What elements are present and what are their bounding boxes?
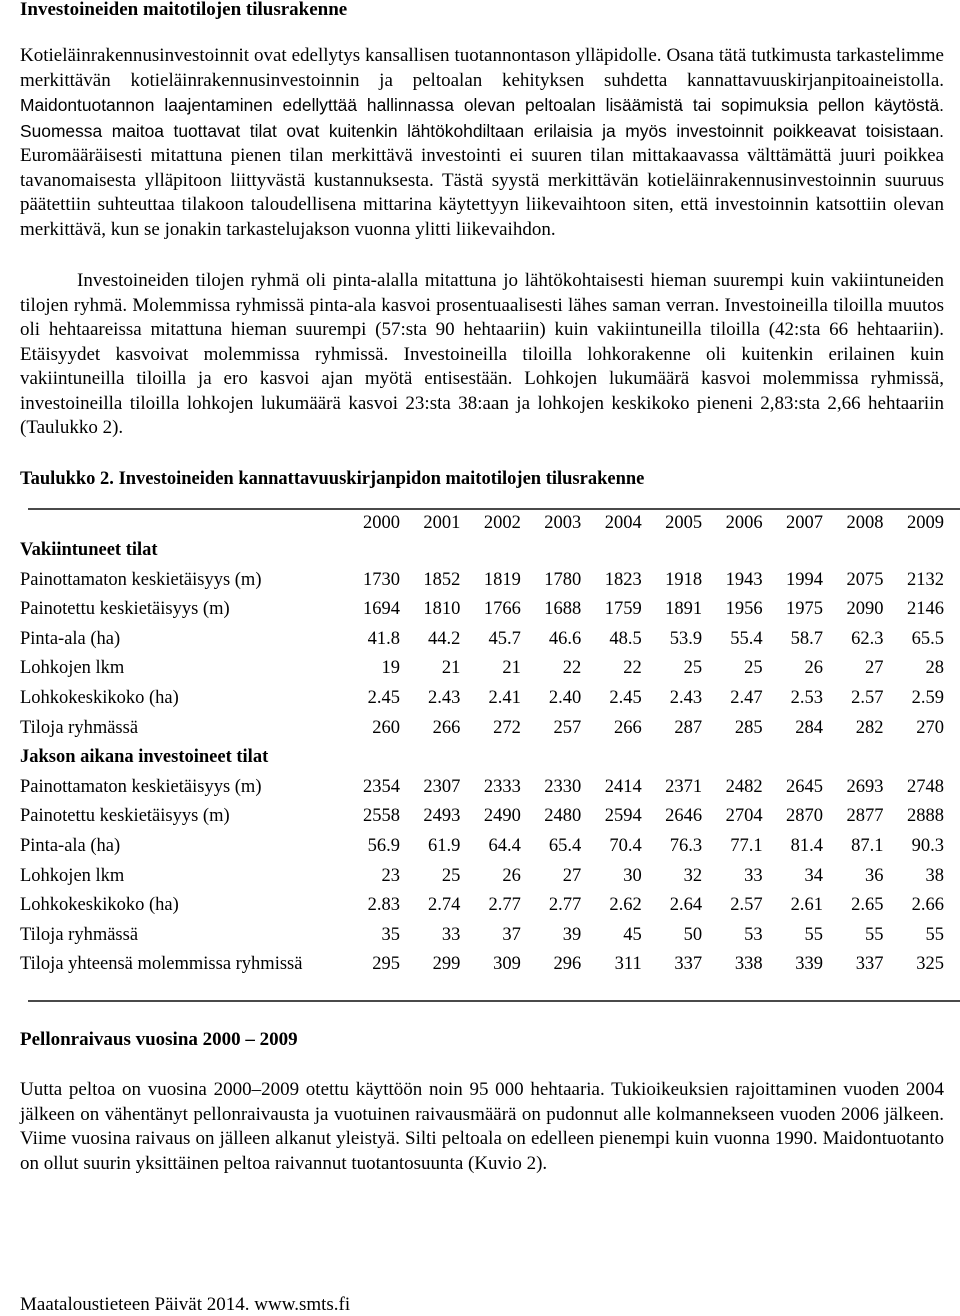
row-label: Painotettu keskietäisyys (m) bbox=[20, 806, 230, 827]
cell-value: 2.43 bbox=[428, 687, 461, 708]
cell-value: 21 bbox=[502, 658, 521, 679]
row-label: Painotettu keskietäisyys (m) bbox=[20, 599, 230, 620]
cell-value: 2693 bbox=[846, 776, 884, 797]
cell-value: 2870 bbox=[786, 806, 824, 827]
cell-value: 1918 bbox=[665, 569, 703, 590]
cell-value: 2.64 bbox=[669, 895, 703, 916]
cell-value: 1766 bbox=[483, 599, 521, 620]
cell-value: 28 bbox=[925, 658, 944, 679]
group-header-row bbox=[20, 743, 944, 773]
cell-value: 2594 bbox=[604, 806, 642, 827]
cell-value: 2075 bbox=[846, 569, 884, 590]
cell-value: 2490 bbox=[483, 806, 521, 827]
section-title: Investoineiden maitotilojen tilusrakenne bbox=[20, 0, 348, 20]
paragraph-results: Investoineiden tilojen ryhmä oli pinta-alalla mitattuna jo lähtökohtaisesti hieman suurempi kuin vakiintuneiden tilojen ryhmä. Molemmissa ryhmissä pinta-ala kasvoi prosentuaalisesti lähes saman verran. Investoineilla tiloilla muutos oli hehtaareissa mitattuna hieman suurempi (57:sta 90 hehtaariin) kuin vakiintuneilla tiloilla (42:sta 66 hehtaariin). Etäisyydet kasvoivat molemmissa ryhmissä. Investoineilla tiloilla lohkorakenne oli kuitenkin erilainen kuin vakiintuneilla tiloilla ja ero kasvoi ajan myötä entisestään. Lohkojen lukumäärä kasvoi molemmissa ryhmissä, investoineilla tiloilla lohkojen lukumäärä kasvoi 23:sta 38:aan ja lohkojen keskikoko pieneni 2,83:sta 2,66 hehtaariin (Taulukko 2). bbox=[20, 270, 944, 438]
cell-value: 2.57 bbox=[851, 687, 884, 708]
cell-value: 32 bbox=[683, 865, 703, 886]
cell-value: 272 bbox=[493, 717, 521, 738]
year-header: 2002 bbox=[483, 513, 521, 533]
cell-value: 2482 bbox=[725, 776, 763, 797]
cell-value: 337 bbox=[855, 954, 884, 975]
intro-sentence-2: Maidontuotannon laajentaminen edellyttää hallinnassa olevan peltoalan lisäämistä tai sopimuksia pellon käytöstä. Suomessa maitoa tuottavat tilat ovat kuitenkin lähtökohdiltaan erilaisia ja myös investoinnit poikkeavat toisistaan. bbox=[20, 95, 944, 141]
row-label: Pinta-ala (ha) bbox=[20, 628, 121, 649]
cell-value: 50 bbox=[683, 924, 703, 945]
cell-value: 44.2 bbox=[428, 628, 461, 649]
section2-title: Pellonraivaus vuosina 2000 – 2009 bbox=[20, 1029, 298, 1050]
cell-value: 53 bbox=[744, 924, 763, 945]
cell-value: 2888 bbox=[907, 806, 944, 827]
row-label: Painottamaton keskietäisyys (m) bbox=[20, 569, 262, 590]
cell-value: 2.45 bbox=[609, 687, 642, 708]
table-row bbox=[20, 862, 944, 892]
cell-value: 1730 bbox=[362, 569, 400, 590]
cell-value: 48.5 bbox=[609, 628, 642, 649]
cell-value: 2.41 bbox=[488, 687, 521, 708]
table-body bbox=[20, 536, 944, 980]
cell-value: 2.77 bbox=[488, 895, 521, 916]
cell-value: 81.4 bbox=[790, 835, 824, 856]
row-label: Tiloja ryhmässä bbox=[20, 924, 139, 945]
cell-value: 64.4 bbox=[488, 835, 521, 856]
cell-value: 1852 bbox=[423, 569, 461, 590]
cell-value: 296 bbox=[553, 954, 582, 975]
cell-value: 2748 bbox=[907, 776, 944, 797]
cell-value: 45 bbox=[623, 924, 642, 945]
cell-value: 56.9 bbox=[367, 835, 400, 856]
cell-value: 77.1 bbox=[730, 835, 763, 856]
cell-value: 295 bbox=[372, 954, 400, 975]
table-row bbox=[20, 802, 944, 832]
cell-value: 2307 bbox=[423, 776, 461, 797]
cell-value: 55 bbox=[804, 924, 824, 945]
cell-value: 1780 bbox=[544, 569, 582, 590]
cell-value: 55 bbox=[864, 924, 884, 945]
row-label: Pinta-ala (ha) bbox=[20, 835, 121, 856]
cell-value: 2.74 bbox=[428, 895, 461, 916]
intro-sentence-1: Kotieläinrakennusinvestoinnit ovat edellytys kansallisen tuotannontason ylläpidolle. Osana tätä tutkimusta tarkastelimme merkittävän kotieläinrakennusinvestoinnin ja peltoalan kehityksen suhdetta kannattavuuskirjanpitoaineistolla. bbox=[20, 45, 944, 91]
cell-value: 2493 bbox=[423, 806, 461, 827]
cell-value: 55 bbox=[925, 924, 944, 945]
cell-value: 25 bbox=[683, 658, 703, 679]
row-label: Tiloja yhteensä molemmissa ryhmissä bbox=[20, 954, 303, 975]
cell-value: 2.53 bbox=[790, 687, 824, 708]
year-header: 2005 bbox=[665, 513, 703, 533]
year-header: 2008 bbox=[846, 513, 884, 533]
cell-value: 1943 bbox=[725, 569, 763, 590]
paragraph-land-clearing: Uutta peltoa on vuosina 2000–2009 otettu käyttöön noin 95 000 hehtaaria. Tukioikeuksien rajoittaminen vuoden 2004 jälkeen on vähentänyt pellonraivausta ja vuotuinen raivausmäärä on pudonnut alle kolmannekseen vuoden 2006 jälkeen. Viime vuosina raivaus on jälleen alkanut yleistyä. Silti peltoala on edelleen pienempi kuin vuonna 1990. Maidontuotanto on ollut suurin yksittäinen peltoa raivannut tuotantosuunta (Kuvio 2). bbox=[20, 1079, 944, 1174]
cell-value: 2.65 bbox=[851, 895, 884, 916]
row-label: Lohkojen lkm bbox=[20, 658, 125, 679]
cell-value: 337 bbox=[674, 954, 703, 975]
year-header: 2006 bbox=[725, 513, 763, 533]
table-row bbox=[20, 595, 944, 625]
cell-value: 325 bbox=[916, 954, 944, 975]
cell-value: 2645 bbox=[786, 776, 824, 797]
cell-value: 41.8 bbox=[367, 628, 400, 649]
year-header: 2001 bbox=[423, 513, 461, 533]
table-total-row bbox=[20, 950, 944, 980]
cell-value: 26 bbox=[502, 865, 521, 886]
cell-value: 2.62 bbox=[609, 895, 642, 916]
cell-value: 39 bbox=[562, 924, 582, 945]
group-name: Vakiintuneet tilat bbox=[20, 540, 158, 560]
row-label: Lohkokeskikoko (ha) bbox=[20, 895, 179, 916]
table-row bbox=[20, 684, 944, 714]
cell-value: 22 bbox=[623, 658, 642, 679]
year-header: 2009 bbox=[907, 513, 944, 533]
cell-value: 19 bbox=[381, 658, 400, 679]
cell-value: 338 bbox=[734, 954, 763, 975]
cell-value: 76.3 bbox=[669, 835, 703, 856]
cell-value: 87.1 bbox=[851, 835, 884, 856]
cell-value: 2.66 bbox=[911, 895, 944, 916]
cell-value: 2.59 bbox=[911, 687, 944, 708]
table-stub-header bbox=[20, 510, 340, 536]
cell-value: 2646 bbox=[665, 806, 703, 827]
cell-value: 287 bbox=[674, 717, 703, 738]
cell-value: 23 bbox=[381, 865, 400, 886]
table-row bbox=[20, 625, 944, 655]
cell-value: 2.57 bbox=[730, 895, 763, 916]
year-header: 2000 bbox=[362, 513, 400, 533]
table-caption bbox=[20, 467, 644, 491]
table-row bbox=[20, 921, 944, 951]
cell-value: 2.45 bbox=[367, 687, 400, 708]
intro-sentence-3: Euromääräisesti mitattuna pienen tilan merkittävä investointi ei suuren tilan mittakaavassa välttämättä juuri poikkea tavanomaisesta ylläpitoon liittyvästä kustannuksesta. Tästä syystä merkittävän kotieläinrakennusinvestoinnin suuruus päätettiin suhteuttaa tilakoon taloudellisena mittarina käytettyyn liikevaihtoon siten, että investoinnin katsottiin olevan merkittävä, kun se jonakin tarkastelujakson vuonna ylitti liikevaihdon. bbox=[20, 145, 944, 240]
cell-value: 2877 bbox=[846, 806, 884, 827]
cell-value: 1810 bbox=[423, 599, 461, 620]
cell-value: 2558 bbox=[362, 806, 400, 827]
cell-value: 33 bbox=[441, 924, 461, 945]
cell-value: 282 bbox=[855, 717, 884, 738]
year-header: 2004 bbox=[604, 513, 642, 533]
cell-value: 2146 bbox=[907, 599, 944, 620]
page-footer: Maataloustieteen Päivät 2014. www.smts.fi bbox=[20, 1294, 351, 1315]
cell-value: 65.4 bbox=[548, 835, 582, 856]
cell-value: 1891 bbox=[665, 599, 703, 620]
cell-value: 65.5 bbox=[911, 628, 944, 649]
cell-value: 309 bbox=[493, 954, 521, 975]
cell-value: 257 bbox=[553, 717, 582, 738]
cell-value: 26 bbox=[804, 658, 824, 679]
cell-value: 58.7 bbox=[790, 628, 824, 649]
cell-value: 1819 bbox=[483, 569, 521, 590]
cell-value: 25 bbox=[744, 658, 763, 679]
cell-value: 2480 bbox=[544, 806, 582, 827]
cell-value: 2.47 bbox=[730, 687, 763, 708]
cell-value: 299 bbox=[432, 954, 461, 975]
cell-value: 30 bbox=[623, 865, 642, 886]
cell-value: 22 bbox=[562, 658, 582, 679]
cell-value: 2704 bbox=[725, 806, 763, 827]
cell-value: 55.4 bbox=[730, 628, 763, 649]
cell-value: 33 bbox=[744, 865, 763, 886]
cell-value: 2.40 bbox=[548, 687, 582, 708]
cell-value: 2.77 bbox=[548, 895, 582, 916]
cell-value: 339 bbox=[795, 954, 824, 975]
group-name: Jakson aikana investoineet tilat bbox=[20, 747, 269, 768]
row-label: Lohkokeskikoko (ha) bbox=[20, 687, 179, 708]
cell-value: 45.7 bbox=[488, 628, 521, 649]
cell-value: 2330 bbox=[544, 776, 582, 797]
row-label: Painottamaton keskietäisyys (m) bbox=[20, 776, 262, 797]
cell-value: 53.9 bbox=[669, 628, 703, 649]
cell-value: 46.6 bbox=[548, 628, 582, 649]
cell-value: 2132 bbox=[907, 569, 944, 590]
cell-value: 37 bbox=[502, 924, 521, 945]
table-row bbox=[20, 891, 944, 921]
cell-value: 284 bbox=[795, 717, 824, 738]
cell-value: 266 bbox=[432, 717, 461, 738]
cell-value: 2333 bbox=[483, 776, 521, 797]
cell-value: 2.61 bbox=[790, 895, 824, 916]
table-caption-title: Investoineiden kannattavuuskirjanpidon maitotilojen tilusrakenne bbox=[118, 469, 645, 489]
cell-value: 260 bbox=[372, 717, 400, 738]
table-header-row bbox=[20, 510, 944, 536]
cell-value: 1975 bbox=[786, 599, 824, 620]
cell-value: 270 bbox=[916, 717, 944, 738]
cell-value: 1688 bbox=[544, 599, 582, 620]
table-row bbox=[20, 832, 944, 862]
cell-value: 61.9 bbox=[428, 835, 461, 856]
data-table bbox=[20, 510, 944, 980]
cell-value: 38 bbox=[925, 865, 944, 886]
cell-value: 1694 bbox=[362, 599, 400, 620]
cell-value: 27 bbox=[864, 658, 884, 679]
cell-value: 266 bbox=[613, 717, 642, 738]
cell-value: 1956 bbox=[725, 599, 763, 620]
cell-value: 1823 bbox=[604, 569, 642, 590]
cell-value: 2414 bbox=[604, 776, 642, 797]
cell-value: 2090 bbox=[846, 599, 884, 620]
cell-value: 62.3 bbox=[851, 628, 884, 649]
cell-value: 70.4 bbox=[609, 835, 642, 856]
paragraph-intro bbox=[20, 44, 944, 242]
year-header: 2007 bbox=[786, 513, 824, 533]
cell-value: 35 bbox=[381, 924, 400, 945]
cell-value: 2.83 bbox=[367, 895, 400, 916]
table-caption-label: Taulukko 2. bbox=[20, 469, 114, 489]
row-label: Lohkojen lkm bbox=[20, 865, 125, 886]
cell-value: 285 bbox=[734, 717, 763, 738]
year-header: 2003 bbox=[544, 513, 582, 533]
table-row bbox=[20, 566, 944, 596]
cell-value: 2371 bbox=[665, 776, 703, 797]
table-row bbox=[20, 773, 944, 803]
cell-value: 1994 bbox=[786, 569, 824, 590]
cell-value: 34 bbox=[804, 865, 824, 886]
cell-value: 36 bbox=[864, 865, 884, 886]
cell-value: 25 bbox=[441, 865, 461, 886]
cell-value: 311 bbox=[614, 954, 642, 975]
cell-value: 2.43 bbox=[669, 687, 703, 708]
table-bottom-rule bbox=[28, 1000, 960, 1002]
cell-value: 2354 bbox=[362, 776, 400, 797]
row-label: Tiloja ryhmässä bbox=[20, 717, 139, 738]
cell-value: 27 bbox=[562, 865, 582, 886]
group-header-row bbox=[20, 536, 944, 566]
cell-value: 90.3 bbox=[911, 835, 944, 856]
cell-value: 1759 bbox=[604, 599, 642, 620]
table-row bbox=[20, 714, 944, 744]
cell-value: 21 bbox=[441, 658, 461, 679]
table-row bbox=[20, 654, 944, 684]
